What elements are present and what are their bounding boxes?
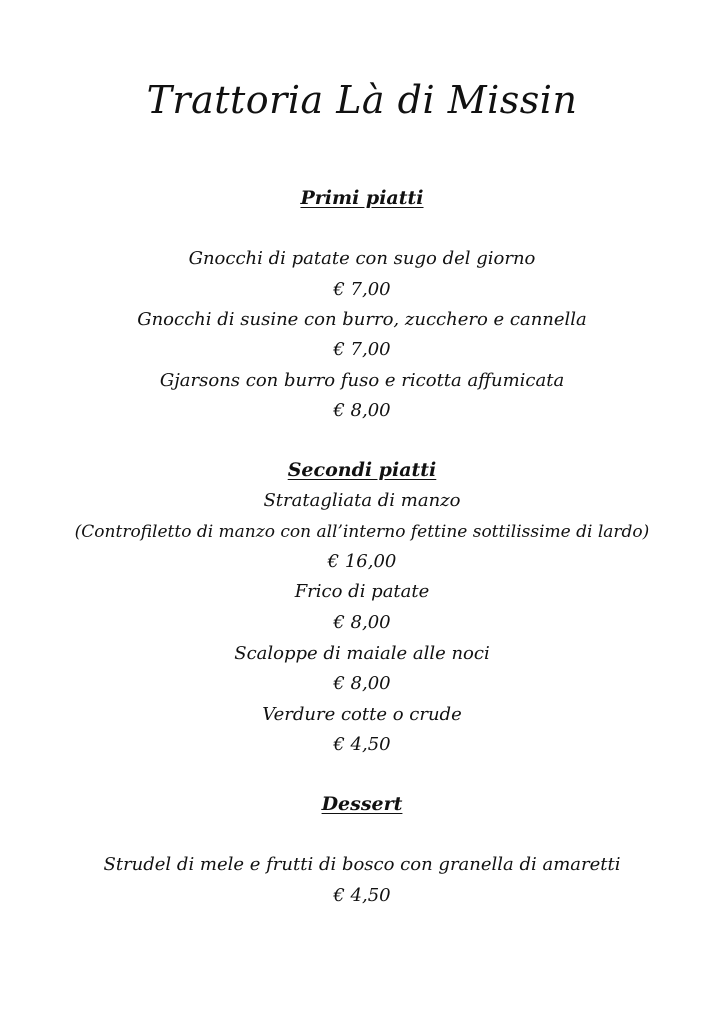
dish-price: € 8,00 bbox=[333, 400, 391, 421]
section-title-dessert: Dessert bbox=[321, 793, 403, 815]
dish-name: Stratagliata di manzo bbox=[263, 490, 461, 511]
dish-price: € 7,00 bbox=[333, 339, 391, 360]
dish-name: Gnocchi di susine con burro, zucchero e cannella bbox=[137, 309, 587, 330]
dish-price: € 8,00 bbox=[333, 612, 391, 633]
section-title-secondi: Secondi piatti bbox=[287, 459, 437, 481]
dish-name: Frico di patate bbox=[294, 581, 430, 602]
dish-name: Strudel di mele e frutti di bosco con granella di amaretti bbox=[103, 854, 621, 875]
dish-name: Gnocchi di patate con sugo del giorno bbox=[188, 248, 536, 269]
dish-price: € 4,50 bbox=[333, 734, 391, 755]
dish-price: € 16,00 bbox=[327, 551, 397, 572]
dish-name: Scaloppe di maiale alle noci bbox=[234, 643, 490, 664]
dish-name: Verdure cotte o crude bbox=[262, 704, 462, 725]
dish-note: (Controfiletto di manzo con all’interno fettine sottilissime di lardo) bbox=[74, 522, 650, 542]
dish-price: € 4,50 bbox=[333, 885, 391, 906]
section-title-primi: Primi piatti bbox=[300, 187, 424, 209]
restaurant-name: Trattoria Là di Missin bbox=[146, 78, 578, 122]
dish-price: € 8,00 bbox=[333, 673, 391, 694]
dish-price: € 7,00 bbox=[333, 279, 391, 300]
dish-name: Gjarsons con burro fuso e ricotta affumicata bbox=[159, 370, 565, 391]
